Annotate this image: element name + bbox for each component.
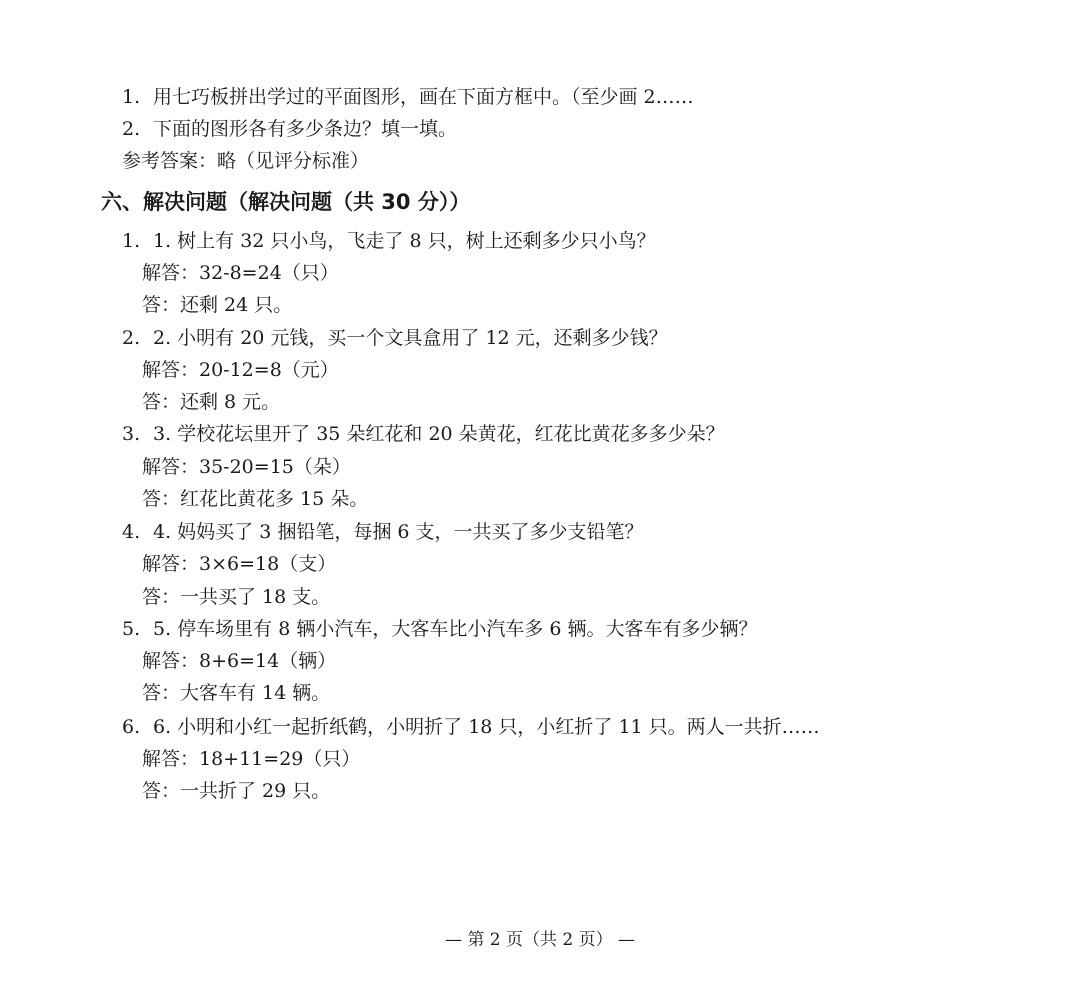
problem-question: [122, 617, 758, 641]
problem-text: 3. 学校花坛里开了 35 朵红花和 20 朵黄花，红花比黄花多多少朵？: [153, 423, 725, 445]
problem-number: 4.: [122, 521, 141, 543]
problem-text: 4. 妈妈买了 3 捆铅笔，每捆 6 支，一共买了多少支铅笔？: [153, 521, 644, 543]
problem-answer: 答：一共折了 29 只。: [142, 780, 331, 802]
page-footer: — 第 2 页（共 2 页） —: [444, 930, 636, 950]
problem-answer: 答：还剩 8 元。: [142, 391, 281, 413]
problem-question: [122, 715, 820, 739]
problem-solution: 解答：18+11=29（只）: [142, 748, 361, 770]
problem-solution: 解答：35-20=15（朵）: [142, 456, 351, 478]
problem-solution: 解答：32-8=24（只）: [142, 262, 339, 284]
problem-text: 2. 小明有 20 元钱，买一个文具盒用了 12 元，还剩多少钱？: [153, 327, 668, 349]
problem-number: 3.: [122, 423, 141, 445]
prev-item-1: [122, 85, 694, 109]
reference-answer: 参考答案：略（见评分标准）: [122, 150, 370, 172]
problem-number: 6.: [122, 716, 141, 738]
problem-question: [122, 326, 668, 350]
problem-solution: 解答：3×6=18（支）: [142, 553, 337, 575]
problem-answer: 答：一共买了 18 支。: [142, 586, 331, 608]
problem-answer: 答：大客车有 14 辆。: [142, 682, 331, 704]
problem-solution: 解答：8+6=14（辆）: [142, 650, 337, 672]
problem-number: 1.: [122, 230, 141, 252]
section-title: 六、解决问题（解决问题（共 30 分））: [101, 190, 471, 214]
problem-text: 1. 树上有 32 只小鸟，飞走了 8 只，树上还剩多少只小鸟？: [153, 230, 656, 252]
problem-text: 6. 小明和小红一起折纸鹤，小明折了 18 只，小红折了 11 只。两人一共折……: [153, 716, 820, 738]
problem-number: 2.: [122, 327, 141, 349]
problem-number: 5.: [122, 618, 141, 640]
prev-item-text: 下面的图形各有多少条边？填一填。: [153, 118, 458, 140]
problem-answer: 答：红花比黄花多 15 朵。: [142, 488, 369, 510]
problem-answer: 答：还剩 24 只。: [142, 294, 293, 316]
problem-question: [122, 422, 725, 446]
problem-text: 5. 停车场里有 8 辆小汽车，大客车比小汽车多 6 辆。大客车有多少辆？: [153, 618, 758, 640]
problem-question: [122, 229, 656, 253]
prev-item-text: 用七巧板拼出学过的平面图形，画在下面方框中。（至少画 2……: [153, 86, 694, 108]
problem-question: [122, 520, 644, 544]
prev-item-number: 1.: [122, 86, 141, 108]
problem-solution: 解答：20-12=8（元）: [142, 359, 339, 381]
prev-item-number: 2.: [122, 118, 141, 140]
prev-item-2: [122, 117, 457, 141]
